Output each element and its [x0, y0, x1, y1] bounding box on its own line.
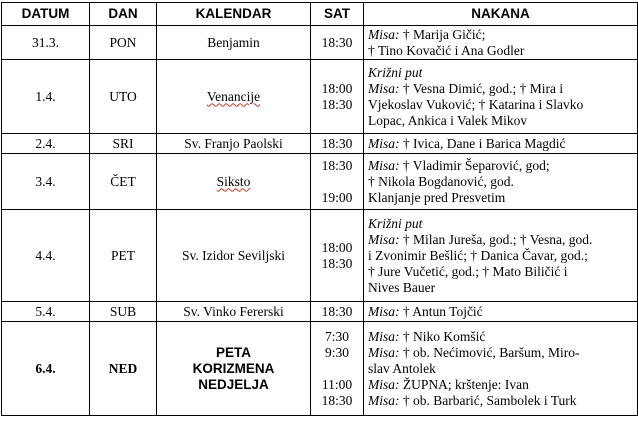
- sat-time: 18:30: [321, 96, 353, 112]
- kalendar-line: KORIZMENA: [192, 360, 275, 376]
- header-dan: DAN: [90, 3, 157, 26]
- nakana-text: † Antun Tojčić: [399, 303, 483, 319]
- cell-nakana: [364, 210, 638, 302]
- mass-schedule-table: [1, 2, 638, 416]
- table-row: [2, 210, 638, 302]
- cell-kalendar: [157, 322, 311, 416]
- nakana-prefix: Misa:: [368, 392, 400, 408]
- cell-kalendar: Sv. Franjo Paolski: [157, 134, 311, 154]
- cell-dan: PON: [90, 26, 157, 60]
- sat-time: 18:30: [321, 255, 353, 271]
- nakana-line: Klanjanje pred Presvetim: [368, 189, 506, 205]
- nakana-prefix: Misa:: [368, 303, 400, 319]
- cell-sat: [311, 134, 364, 154]
- kalendar-line: PETA: [215, 344, 251, 360]
- table-row: [2, 26, 638, 60]
- cell-sat: [311, 210, 364, 302]
- nakana-text: † Ivica, Dane i Barica Magdić: [399, 135, 566, 151]
- nakana-line: [368, 329, 633, 345]
- sat-time: 18:30: [321, 392, 353, 408]
- cell-sat: [311, 154, 364, 210]
- cell-datum: 31.3.: [2, 26, 90, 60]
- nakana-line: Nives Bauer: [368, 279, 436, 295]
- nakana-prefix: Misa:: [368, 344, 400, 360]
- cell-nakana: [364, 154, 638, 210]
- nakana-line: [368, 393, 633, 409]
- table-row: [2, 302, 638, 322]
- cell-datum: 2.4.: [2, 134, 90, 154]
- cell-datum: 6.4.: [2, 322, 90, 416]
- cell-kalendar: Sv. Vinko Fererski: [157, 302, 311, 322]
- nakana-line: [368, 345, 633, 361]
- sat-time: 7:30: [324, 328, 349, 344]
- header-nakana: NAKANA: [364, 3, 638, 26]
- kalendar-text: Siksto: [216, 173, 251, 189]
- nakana-prefix: Misa:: [368, 26, 400, 42]
- nakana-line: [368, 158, 633, 174]
- nakana-text: † ob. Nećimović, Baršum, Miro-: [399, 344, 580, 360]
- nakana-prefix: Misa:: [368, 157, 400, 173]
- cell-nakana: [364, 26, 638, 60]
- nakana-text: † Marija Gičić;: [399, 26, 486, 42]
- sat-time: 18:30: [321, 34, 353, 50]
- cell-nakana: [364, 134, 638, 154]
- nakana-line: † Jure Vučetić, god.; † Mato Biličić i: [368, 263, 568, 279]
- nakana-line: i Zvonimir Bešlić; † Danica Čavar, god.;: [368, 247, 588, 263]
- sat-time: 19:00: [321, 189, 353, 205]
- nakana-line: [368, 136, 633, 152]
- nakana-prefix: Misa:: [368, 135, 400, 151]
- header-sat: SAT: [311, 3, 364, 26]
- nakana-prefix: Misa:: [368, 376, 400, 392]
- kalendar-text: Venancije: [206, 88, 261, 104]
- cell-dan: PET: [90, 210, 157, 302]
- cell-datum: 4.4.: [2, 210, 90, 302]
- cell-datum: 1.4.: [2, 60, 90, 134]
- nakana-line: slav Antolek: [368, 360, 436, 376]
- cell-dan: SUB: [90, 302, 157, 322]
- sat-time: 9:30: [324, 344, 349, 360]
- cell-datum: 5.4.: [2, 302, 90, 322]
- cell-dan: SRI: [90, 134, 157, 154]
- table-row: [2, 322, 638, 416]
- nakana-text: ŽUPNA; krštenje: Ivan: [399, 376, 529, 392]
- nakana-line: [368, 43, 633, 59]
- nakana-line: [368, 232, 633, 248]
- cell-kalendar: [157, 154, 311, 210]
- nakana-text: † Vesna Dimić, god.; † Mira i: [399, 80, 564, 96]
- sat-time: 18:30: [321, 135, 353, 151]
- nakana-line: Križni put: [368, 64, 423, 80]
- sat-time: 11:00: [321, 376, 353, 392]
- cell-dan: NED: [90, 322, 157, 416]
- cell-nakana: [364, 60, 638, 134]
- cell-kalendar: [157, 60, 311, 134]
- nakana-text: † Tino Kovačić i Ana Godler: [368, 42, 525, 58]
- sat-time: 18:00: [321, 80, 353, 96]
- cell-nakana: [364, 302, 638, 322]
- nakana-text: † Vladimir Šeparović, god;: [399, 157, 550, 173]
- cell-sat: [311, 26, 364, 60]
- header-row: [2, 3, 638, 26]
- nakana-prefix: Misa:: [368, 328, 400, 344]
- cell-sat: [311, 60, 364, 134]
- nakana-line: † Nikola Bogdanović, god.: [368, 173, 514, 189]
- cell-datum: 3.4.: [2, 154, 90, 210]
- cell-sat: [311, 302, 364, 322]
- sat-spacer: [315, 361, 359, 377]
- nakana-text: † Niko Komšić: [399, 328, 486, 344]
- nakana-line: [368, 377, 633, 393]
- nakana-line: Vjekoslav Vuković; † Katarina i Slavko: [368, 96, 584, 112]
- nakana-line: Križni put: [368, 215, 423, 231]
- sat-spacer: [315, 174, 359, 190]
- kalendar-line: NEDJELJA: [198, 376, 269, 392]
- header-datum: DATUM: [2, 3, 90, 26]
- cell-dan: UTO: [90, 60, 157, 134]
- cell-dan: ČET: [90, 154, 157, 210]
- table-row: [2, 154, 638, 210]
- cell-kalendar: Benjamin: [157, 26, 311, 60]
- table-row: [2, 134, 638, 154]
- cell-nakana: [364, 322, 638, 416]
- nakana-line: [368, 304, 633, 320]
- cell-kalendar: Sv. Izidor Seviljski: [157, 210, 311, 302]
- sat-time: 18:00: [321, 239, 353, 255]
- nakana-line: [368, 27, 633, 43]
- nakana-prefix: Misa:: [368, 80, 400, 96]
- sat-time: 18:30: [321, 157, 353, 173]
- nakana-text: † Milan Jureša, god.; † Vesna, god.: [399, 231, 593, 247]
- cell-sat: [311, 322, 364, 416]
- header-kalendar: KALENDAR: [157, 3, 311, 26]
- nakana-line: [368, 81, 633, 97]
- nakana-text: † ob. Barbarić, Sambolek i Turk: [399, 392, 577, 408]
- nakana-line: Lopac, Ankica i Valek Mikov: [368, 112, 528, 128]
- sat-time: 18:30: [321, 303, 353, 319]
- nakana-prefix: Misa:: [368, 231, 400, 247]
- table-row: [2, 60, 638, 134]
